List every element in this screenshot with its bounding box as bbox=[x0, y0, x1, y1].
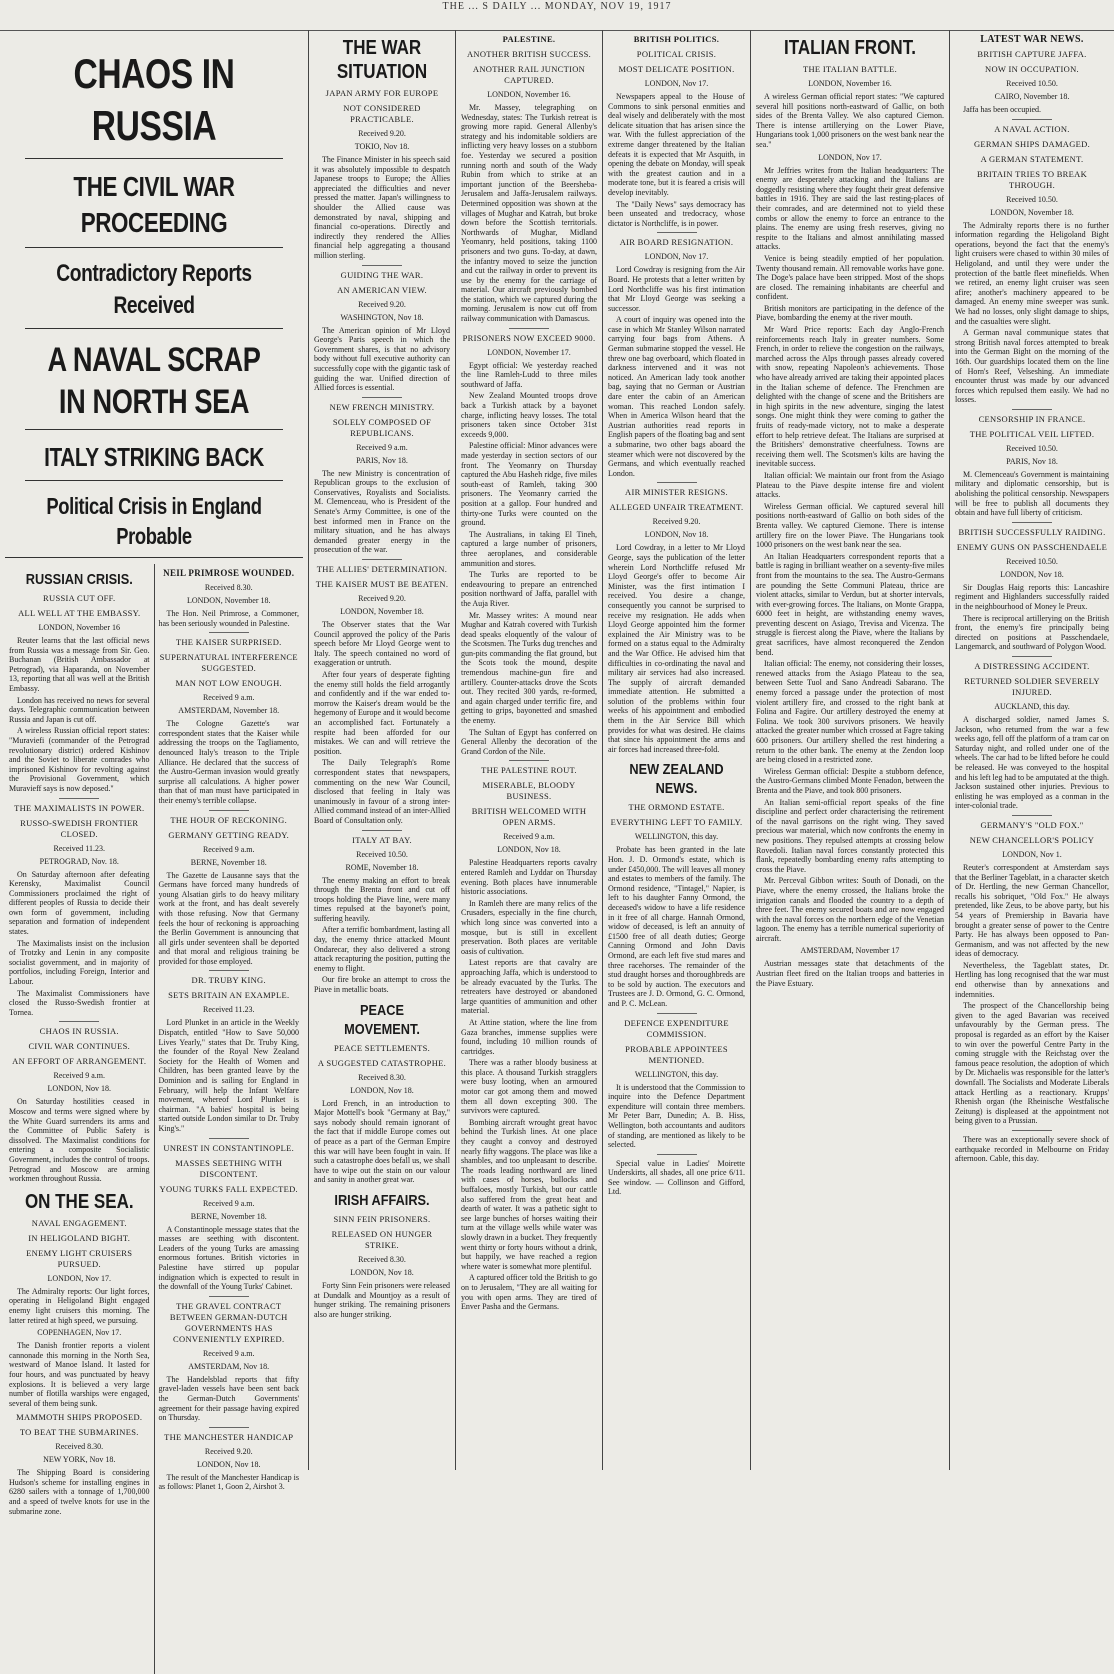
paragraph: The Gazette de Lausanne says that the Germans have forced many hundreds of young Alsatian girls to do heavy military work at the front, and has dealt severely with those refusing. Now that Germany feels the hour of reckoning is approaching the Berlin Government is announcing that all girls under seventeen shall be deported and that moral and religious training be provided for those employed. bbox=[158, 870, 299, 966]
dateline: PARIS, Nov 18. bbox=[356, 455, 408, 465]
subhead: AN AMERICAN VIEW. bbox=[337, 284, 427, 295]
subhead: ENEMY LIGHT CRUISERS PURSUED. bbox=[26, 1247, 133, 1269]
dateline: PETROGRAD, Nov. 18. bbox=[39, 856, 119, 866]
paragraph: The Shipping Board is considering Hudson's scheme for installing engines in 6280 sailers with a tonnage of 1,700,000 and a speed of twelve knots for use in the submarine zone. bbox=[9, 1468, 150, 1516]
paragraph: The Admiralty reports there is no further information regarding the Heligoland Bight operations, beyond the fact that the enemy's light cruisers were chased to within 30 miles of Heligoland, and until they were under the protection of the battle fleet minefields. When we retired, an enemy light cruiser was seen afire; another's machinery appeared to be damaged. An enemy mine sweeper was sunk. We had no losses, only slight damage to ships, and the casualties were slight. bbox=[955, 220, 1109, 326]
subhead: CIVIL WAR CONTINUES. bbox=[28, 1041, 131, 1052]
paragraph: There is reciprocal artillerying on the British front, the enemy's fire principally being directed on positions at Passchendaele, Langemarck, and southward of Polygon Wood. bbox=[955, 613, 1109, 652]
subhead: MOST DELICATE POSITION. bbox=[618, 64, 735, 74]
section-heading: PALESTINE. bbox=[502, 34, 556, 44]
dateline: LONDON, November 16 bbox=[38, 623, 121, 632]
subhead: AIR BOARD RESIGNATION. bbox=[619, 237, 734, 248]
paragraph: The Turks are reported to be endeavouring to prepare an entrenched position northward of Jaffa, parallel with the Auja River. bbox=[461, 570, 597, 608]
section-heading: RUSSIAN CRISIS. bbox=[25, 571, 133, 588]
dateline: LONDON, Nov 17. bbox=[644, 252, 709, 262]
latest-war-news-column bbox=[950, 30, 1114, 1470]
paragraph: Italian official: The enemy, not considering their losses, renewed attacks from the Asiago Plateau to the sea, between Sette Tuol and Sano Andreadi Sabarano. The enemy forced a passage under the protection of most violent artillery fire, and crossed to the right bank at Folina and Fagire. Our artillery destroyed the enemy at Folina. We took 300 survivors prisoners. We heavily attacked the greater number which crossed at Fagre taking 600 prisoners. Our artillery shelled the rest hindering a return to the other bank. The enemy at the Zendon loop are being closed in a restricted zone. bbox=[756, 659, 944, 765]
paragraph: On Saturday hostilities ceased in Moscow and terms were signed where by the White Guard surrenders its arms and the Committee of Public Safety is dissolved. The Maximalist conditions for entering a composite Socialistic Government, includes the control of troops. Petrograd and Moscow are arming workmen throughout Russia. bbox=[9, 1097, 150, 1184]
subhead: MASSES SEETHING WITH DISCONTENT. bbox=[175, 1157, 283, 1179]
paragraph: Lord Cowdray, in a letter to Mr Lloyd George, says the publication of the letter wherein Lord Northcliffe refused Mr Lloyd George's offer to become Air Minister, was the first intimation I received. You desire a change, consequently you cannot be surprised to receive my resignation. He adds when Lloyd George appointed him the former explained the Air Ministry was to be formed on a status equal to the Admiralty and the War Office. He advised him that difficulties in co-ordinating the naval and military air services had also increased. The supply of aircraft demanded immediate attention. He submitted a solution of the problems within four weeks of his appointment and embodied them in the Air Service Bill which provides for what was desired. He claims that since his appointment the arms and air forces had increased three-fold. bbox=[608, 543, 745, 754]
dateline: LONDON, November 18. bbox=[990, 207, 1074, 217]
headline-naval-scrap: A NAVAL SCRAP IN NORTH SEA bbox=[47, 341, 261, 421]
paragraph: Egypt official: We yesterday reached the line Ramleh-Ludd to three miles southward of Jaffa. bbox=[461, 360, 597, 389]
dateline: LONDON, Nov 17. bbox=[47, 1273, 112, 1283]
received-time: Received 9 a.m. bbox=[202, 1348, 255, 1358]
paragraph: Our fire broke an attempt to cross the Piave in metallic boats. bbox=[314, 975, 450, 995]
paragraph: A German naval communique states that strong British naval forces attempted to break into the German Bight on the morning of the 16th. Our guardships located them on the line of Horn's Reef, Velseshing. An immediate encounter thrust was made by our advanced forces which repulsed them easily. We had no losses. bbox=[955, 328, 1109, 405]
war-situation-column bbox=[309, 30, 455, 1470]
paragraph: A wireless Russian official report states: "Muraviefi (commander of the Petrograd revolutionary district) ordered Kishinov and the Soviet to liberate comrades who imprisoned Kishinov for revolting against the Provisional Government, which Muravieff says is now deposed." bbox=[9, 726, 150, 793]
paragraph: New Zealand Mounted troops drove back a Turkish attack by a bayonet charge, inflicting heavy losses. The total prisoners taken since October 31st exceeds 9,000. bbox=[461, 391, 597, 439]
paragraph: The "Daily News" says democracy has been unseated and tredocracy, whose dictator is Northcliffe, is in power. bbox=[608, 199, 745, 228]
advertisement: Special value in Ladies' Moirette Underskirts, all shades, all one price 6/11. See window. — Collinson and Gifford, Ltd. bbox=[608, 1158, 745, 1197]
subhead: THE MANCHESTER HANDICAP bbox=[164, 1431, 294, 1442]
subhead: ANOTHER BRITISH SUCCESS. bbox=[466, 49, 592, 59]
subhead: ANOTHER RAIL JUNCTION CAPTURED. bbox=[472, 64, 586, 85]
dateline: AMSTERDAM, November 18. bbox=[178, 706, 280, 716]
dateline: LONDON, Nov 17. bbox=[818, 152, 882, 162]
paragraph: The Maximalist Commissioners have closed the Russo-Swedish frontier at Tornea. bbox=[9, 988, 150, 1017]
subhead: GERMANY'S "OLD FOX." bbox=[980, 819, 1084, 830]
section-heading: PEACE MOVEMENT. bbox=[344, 1001, 420, 1038]
received-time: Received 9 a.m. bbox=[356, 442, 408, 452]
paragraph: Reuter's correspondent at Amsterdam says that the Berliner Tageblatt, in a character sketch of Dr. Hertling, the new German Chancellor, recalls his sobriquet, "Old Fox." He always pretended, like Zeus, to be above party, but his 54 years of Premiership in Bavaria have brought a greater sense of power to the Centre Party. He has always been opposed to Pan-Germanism, and was not affected by the new ideas of democracy. bbox=[955, 862, 1109, 959]
subhead: MAN NOT LOW ENOUGH. bbox=[175, 678, 282, 689]
dateline: WELLINGTON, this day. bbox=[634, 832, 719, 842]
primrose-column bbox=[154, 564, 303, 1674]
paragraph: There was an exceptionally severe shock of earthquake recorded in Melbourne on Friday afternoon. Cable, this day. bbox=[955, 1134, 1109, 1164]
dateline: NEW YORK, Nov 18. bbox=[43, 1455, 116, 1465]
subhead: GERMANY GETTING READY. bbox=[168, 829, 290, 840]
paragraph: Austrian messages state that detachments of the Austrian fleet fired on the Italian troops and batteries in the Piave Estuary. bbox=[756, 959, 944, 988]
subhead: DR. TRUBY KING. bbox=[191, 975, 266, 986]
paragraph: The Danish frontier reports a violent cannonade this morning in the North Sea, westward of Manoe Island. It lasted for four hours, and was punctuated by heavy explosions. It is believed a very large number of flotilla warships were engaged, several of them being sunk. bbox=[9, 1341, 150, 1408]
subhead: THE PALESTINE ROUT. bbox=[481, 765, 577, 776]
section-heading: NEW ZEALAND NEWS. bbox=[629, 761, 724, 798]
banner-headline: CHAOS IN RUSSIA bbox=[73, 50, 235, 149]
paragraph: It is understood that the Commission to inquire into the Defence Department expenditure will contain three members. Mr Peter Barr, Dunedin; A. B. Hiss, Wellington, both accountants and auditors of standing, are mentioned as likely to be selected. bbox=[608, 1082, 745, 1150]
subhead: A GERMAN STATEMENT. bbox=[980, 153, 1084, 164]
dateline: LONDON, Nov 18. bbox=[350, 1267, 414, 1277]
dateline: LONDON, November 16. bbox=[487, 90, 571, 99]
dateline: ROME, November 18. bbox=[345, 862, 419, 872]
paragraph: The prospect of the Chancellorship being given to the aged Bavarian was received unfavourably by the German press. The proposal is regarded as an effort by the Kaiser to win over the powerful Centre Party in the coming struggle with the Reichstag over the famous peace resolution, the adoption of which by Dr. Michaelis was responsible for the latter's downfall. The Socialists and Moderate Liberals attack Hertling as a reactionary. Krupps' Rhenish organ (the Rheinische Westfalische Zeitung) is displeased at the appointment not being given to a Prussian. bbox=[955, 1001, 1109, 1126]
palestine-column bbox=[456, 30, 602, 1470]
subhead: ITALY AT BAY. bbox=[352, 834, 412, 845]
paragraph: Mr Jeffries writes from the Italian headquarters: The enemy are desperately attacking and the Italians are doggedly resisting where they fought their great defensive battles in 1916. They are said the last resting-places of their comrades, and are determined not to yield these combs or allow the enemy to force an entrance to the plains. The enemy are using fresh reserves, giving no respite to the Italians and almost annihilating massed attacks. bbox=[756, 165, 944, 252]
paragraph: On Saturday afternoon after defeating Kerensky, Maximalist Council Commissioners proclaimed the right of different peoples of Russia to decide their own form of government, including separation and formation of independent states. bbox=[9, 869, 150, 937]
headline-contradictory: Contradictory Reports Received bbox=[56, 260, 252, 319]
subhead: PRISONERS NOW EXCEED 9000. bbox=[462, 332, 596, 343]
subhead: BRITAIN TRIES TO BREAK THROUGH. bbox=[976, 168, 1088, 190]
dateline: LONDON, Nov 18. bbox=[350, 1085, 414, 1095]
dateline: LONDON, Nov 18. bbox=[196, 1459, 261, 1469]
received-time: Received 10.50. bbox=[1006, 79, 1058, 88]
paragraph: Mr Ward Price reports: Each day Anglo-French reinforcements reach Italy in greater numbers. Some French, in order to relieve the congestion on the railways, marched across the Alps through passes already covered with snow, repeating Napoleon's achievements. Those who have already arrived are taking their appointed places in the Italian scheme of defence. The Frenchmen are delighted with the change of scene and the Britishers are in high spirits in the new adventure, singing the latest songs. One might think they were coming to gather the fruits of ready-made victory, not to make a desperate effort to help retrieve defeat. The Italians are surprised at the Britishers' demonstrative cheerfulness. Towns are receiving them well. The Scotsmen's kilts are having the inevitable success. bbox=[756, 325, 944, 469]
paragraph: London has received no news for several days. Telegraphic communication between Russia and Japan is cut off. bbox=[9, 695, 150, 724]
received-time: Received 11.23. bbox=[203, 1005, 255, 1015]
paragraph: A court of inquiry was opened into the case in which Mr Stanley Wilson narrated carrying four bags from Athens. A German submarine stopped the vessel. He threw one bag overboard, which floated in darkness intervened and it was not noticed. An American lady took another bag, saying that no German or Austrian dare enter the cabin of an American woman. This reached London safely. When in America Wilson heard that the Austrian authorities read reports in English papers of the floating bag and sent a submarine, two other bags aboard the steamer which were not discovered by the Germans, and which eventually reached London. bbox=[608, 315, 745, 478]
subhead: THE HOUR OF RECKONING. bbox=[170, 814, 288, 825]
paragraph: M. Clemenceau's Government is maintaining military and diplomatic censorship, but is abolishing the political censorship. Newspapers will be free to publish all documents they obtain and have full liberty of criticism. bbox=[955, 469, 1109, 518]
subhead: AN EFFORT OF ARRANGEMENT. bbox=[12, 1056, 147, 1067]
subhead: RUSSO-SWEDISH FRONTIER CLOSED. bbox=[20, 817, 139, 839]
dateline: TOKIO, Nov 18. bbox=[354, 142, 410, 151]
subhead: A DISTRESSING ACCIDENT. bbox=[974, 661, 1090, 671]
dateline: BERNE, November 18. bbox=[190, 857, 267, 867]
paragraph: British monitors are participating in the defence of the Piave, bombarding the enemy at the river mouth. bbox=[756, 303, 944, 323]
subhead: BRITISH SUCCESSFULLY RAIDING. bbox=[958, 526, 1106, 537]
subhead: PROBABLE APPOINTEES MENTIONED. bbox=[625, 1043, 728, 1065]
paragraph: The enemy making an effort to break through the Brenta front and cut off troops holding the Piave line, were many times repulsed at the bayonet's point, suffering heavily. bbox=[314, 875, 450, 923]
subhead: THE ORMOND ESTATE. bbox=[628, 802, 725, 813]
received-time: Received 8.30. bbox=[358, 1072, 406, 1082]
subhead: NEIL PRIMROSE WOUNDED. bbox=[163, 568, 295, 578]
subhead: MISERABLE, BLOODY BUSINESS. bbox=[482, 780, 576, 802]
subhead: MAMMOTH SHIPS PROPOSED. bbox=[16, 1412, 143, 1423]
paragraph: At Attine station, where the line from Gaza branches, immense supplies were found, including 10 million rounds of cartridges. bbox=[461, 1017, 597, 1056]
dateline: LONDON, Nov 18. bbox=[47, 1084, 112, 1094]
dateline: LONDON, Nov 18. bbox=[1000, 569, 1064, 579]
subhead: ENEMY GUNS ON PASSCHENDAELE bbox=[956, 541, 1108, 552]
received-time: Received 9 a.m. bbox=[53, 1071, 106, 1081]
paragraph: Jaffa has been occupied. bbox=[963, 105, 1042, 114]
dateline: PARIS, Nov 18. bbox=[1006, 456, 1058, 466]
subhead: RUSSIA CUT OFF. bbox=[43, 593, 116, 603]
received-time: Received 9 a.m. bbox=[503, 832, 555, 842]
section-heading: IRISH AFFAIRS. bbox=[334, 1191, 430, 1209]
paragraph: A discharged soldier, named James S. Jackson, who returned from the war a few weeks ago, fell off the platform of a tram car on Saturday night, and rolled under one of the wheels. The car had to be lifted before he could be released. He was conveyed to the hospital and his left leg had to be amputated at the thigh. Jackson sustained other injuries. Previous to enlisting he was employed as a conman in the inter-colonial trade. bbox=[955, 715, 1109, 811]
paragraph: Mr. Perceval Gibbon writes: South of Donadi, on the Piave, where the enemy crossed, the Italians broke the irrigation canals and flooded the country to a depth of three feet. The enemy secured boats and are now engaged with the naval forces on the northern edge of the Venetian lagoon. The enemy has a terrible numerical superiority of aircraft. bbox=[756, 876, 944, 943]
subhead: SOLELY COMPOSED OF REPUBLICANS. bbox=[332, 416, 432, 438]
subhead: THE ALLIES' DETERMINATION. bbox=[316, 564, 448, 575]
subhead: SETS BRITAIN AN EXAMPLE. bbox=[168, 990, 290, 1001]
subhead: GERMAN SHIPS DAMAGED. bbox=[973, 138, 1091, 149]
dateline: AMSTERDAM, November 17 bbox=[800, 946, 900, 956]
paragraph: Venice is being steadily emptied of her population. Twenty thousand remain. All removable works have gone. The Doge's palace have been stripped. Most of the shops are closed. The remaining inhabitants are cheerful and confident. bbox=[756, 253, 944, 302]
paragraph: In Ramleh there are many relics of the Crusaders, especially in the fine church, which long since was converted into a mosque, but is still in excellent preservation. Both places are veritable oasis of cultivation. bbox=[461, 898, 597, 956]
subhead: SINN FEIN PRISONERS. bbox=[333, 1213, 431, 1224]
subhead: ALLEGED UNFAIR TREATMENT. bbox=[609, 502, 744, 513]
subhead: THE ITALIAN BATTLE. bbox=[802, 64, 897, 74]
subhead: NEW CHANCELLOR'S POLICY bbox=[969, 834, 1095, 845]
dateline: LONDON, Nov 17. bbox=[644, 79, 709, 88]
subhead: THE KAISER SURPRISED. bbox=[175, 637, 282, 648]
dateline: LONDON, November 18. bbox=[186, 596, 271, 605]
subhead: A NAVAL ACTION. bbox=[994, 123, 1070, 134]
subhead: GUIDING THE WAR. bbox=[340, 269, 424, 280]
british-politics-column bbox=[603, 30, 750, 1470]
dateline: LONDON, November 16. bbox=[808, 79, 892, 88]
subhead: EVERYTHING LEFT TO FAMILY. bbox=[610, 817, 743, 828]
paragraph: A wireless German official report states: "We captured several hill positions north-eastward of Gallic, on both sides of the Brenta Valley. We also captured Ciemon. There is intense artillerying on the Lower Piave, Hungarians took 1,000 prisoners on the west bank near the sea." bbox=[756, 92, 944, 149]
dateline: BERNE, November 18. bbox=[190, 1211, 267, 1221]
front-column bbox=[0, 30, 308, 1516]
paragraph: Palestine official: Minor advances were made yesterday in section sectors of our front. The Yeomanry on Thursday captured the Abu Hasheh ridge, five miles south-east of Ramleh, taking 300 prisoners. The Yeomanry carried the position at a gallop. Four hundred and thirty-one Turks were counted on the ground. bbox=[461, 441, 597, 528]
received-time: Received 9.20. bbox=[652, 517, 701, 527]
paragraph: The Hon. Neil Primrose, a Commoner, has been seriously wounded in Palestine. bbox=[158, 609, 299, 628]
paragraph: The Observer states that the War Council approved the policy of the Paris speech before Mr Lloyd George went to Italy. The speech contained no word of exaggeration or untruth. bbox=[314, 620, 450, 668]
dateline: CAIRO, November 18. bbox=[994, 92, 1070, 101]
russian-crisis-column bbox=[5, 564, 154, 1674]
paragraph: Italian official: We maintain our front from the Asiago Plateau to the Piave despite intense fire and violent attacks. bbox=[756, 470, 944, 500]
paragraph: The American opinion of Mr Lloyd George's Paris speech in which the Government shares, is that no advisory body without full executive authority can successfully cope with the gigantic task of guiding the war. Unified direction of Allied forces is essential. bbox=[314, 325, 450, 393]
paragraph: Mr. Massey, telegraphing on Wednesday, states: The Turkish retreat is growing more rapid. General Allenby's strategy and his indomitable soldiers are inflicting very heavy losses on a stubborn foe. Yesterday we secured a position running north and south of the Wady Rubin from which to strike at an important junction of the Beersheba-Jerusalem and Jaffa-Jerusalem railways. Determined opposition was shown at the villages of Mughar and Katrah, but broke down before the Scottish territorials. Northwards of Mughar, Midland Yeomanry, held positions, taking 1100 prisoners and two guns. To-day, at dawn, the infantry moved to seize the junction and cut the railway in order to prevent its use by the enemy for the carriage of material. Our aircraft previously bombed the station, which we captured during the morning. Jerusalem is now cut off from railway communication with Damascus. bbox=[461, 103, 597, 324]
received-time: Received 10.50. bbox=[356, 849, 408, 859]
subhead: POLITICAL CRISIS. bbox=[636, 49, 717, 59]
subhead: THE MAXIMALISTS IN POWER. bbox=[14, 802, 145, 813]
paragraph: The result of the Manchester Handicap is as follows: Planet 1, Goon 2, Airshot 3. bbox=[158, 1472, 299, 1492]
paragraph: The Sultan of Egypt has conferred on General Allenby the decoration of the Grand Cordon of the Nile. bbox=[461, 727, 597, 756]
paragraph: Lord French, in an introduction to Major Mottell's book "Germany at Bay," says nobody should remain ignorant of the fact that if middle Europe comes out of peace as a part of the German Empire this war will have been fought in vain. If such a catastrophe does befall us, we shall have to wipe out the stain on our valour and sanity in another great war. bbox=[314, 1098, 450, 1185]
paragraph: The Maximalists insist on the inclusion of Trotzky and Lenin in any composite socialist government, and in majority of portfolios, including Foreign, Interior and Labour. bbox=[9, 938, 150, 987]
paragraph: Wireless German official: Despite a stubborn defence, the Austro-Germans climbed Monte Fenadon, between the Brenta and the Piave, and took 800 prisoners. bbox=[756, 766, 944, 795]
subhead: THE POLITICAL VEIL LIFTED. bbox=[969, 428, 1095, 439]
paragraph: A Constantinople message states that the masses are seething with discontent. Leaders of the young Turks are amassing enormous fortunes. British victories in Palestine have stirred up popular indignation which is expected to result in the downfall of the Young Turks' Cabinet. bbox=[158, 1224, 299, 1292]
received-time: Received 11.23. bbox=[53, 843, 105, 853]
headline-political-crisis: Political Crisis in England Probable bbox=[46, 493, 262, 549]
headline-civil-war: THE CIVIL WAR PROCEEDING bbox=[73, 171, 235, 238]
section-heading: ON THE SEA. bbox=[24, 1190, 134, 1213]
received-time: Received 8.30. bbox=[358, 1254, 406, 1264]
subhead: SUPERNATURAL INTERFERENCE SUGGESTED. bbox=[159, 652, 298, 674]
section-heading: THE WAR SITUATION bbox=[336, 37, 428, 83]
paragraph: The Cologne Gazette's war correspondent states that the Kaiser while addressing the troops on the Tagliamento, denounced Italy's treason to the Triple Alliance. He declared that the success of the Austro-German invasion would greatly surprise all calculations. A higher power than that of man must have participated in their enemy's terrible collapse. bbox=[158, 719, 299, 805]
paragraph: The Handelsblad reports that fifty gravel-laden vessels have been sent back the German-Dutch Governments' agreement for their passage having expired on Thursday. bbox=[158, 1374, 299, 1423]
subhead: NOT CONSIDERED PRACTICABLE. bbox=[343, 103, 421, 124]
received-time: Received 9 a.m. bbox=[202, 844, 255, 854]
received-time: Received 9.20. bbox=[204, 1446, 253, 1456]
subhead: NAVAL ENGAGEMENT. bbox=[31, 1217, 127, 1228]
subhead: PEACE SETTLEMENTS. bbox=[333, 1042, 431, 1053]
paragraph: Bombing aircraft wrought great havoc behind the Turkish lines. At one place they caught a convoy and destroyed nearly fifty waggons. The place was like a shambles, and too unpleasant to describe. The roads leading northward are lined with cases of horses, bullocks and buffaloes, mostly Turkish, but our cattle also suffered from the great heat and dearth of water. It was a pathetic sight to see large bunches of horses waiting their turn at the village wells while water was slowly drawn in a bucket. They frequently went thirty or forty hours without a drink, but happily, we have reached a region where water is somewhat more plentiful. bbox=[461, 1117, 597, 1271]
received-time: Received 9 a.m. bbox=[202, 1198, 255, 1208]
paragraph: Mr. Massey writes: A mound near Mughar and Katrah covered with Turkish dead speaks eloquently of the valour of the Scotsmen. The Turks dug trenches and gun-pits commanding the flat ground, but the Scots took the mound, despite tremendous machine-gun fire and artillery. Counter-attacks drove the Scots out. They recited 300 yards, re-formed, and again charged under terrific fire, and getting to grips, bayonetted and smashed the enemy. bbox=[461, 610, 597, 726]
paragraph: Newspapers appeal to the House of Commons to sink personal enmities and deal wisely and deliberately with the most delicate situation that has arisen since the war. With the fullest appreciation of the extreme danger threatened by the Italian defeats it is expected that Mr Asquith, in opening the debate on Monday, will speak with the greatest caution and in a moderate tone, but it is feared a crisis will develop inevitably. bbox=[608, 92, 745, 197]
received-time: Received 10.50. bbox=[1006, 556, 1058, 566]
dateline: COPENHAGEN, Nov 17. bbox=[37, 1328, 122, 1338]
subhead: JAPAN ARMY FOR EUROPE bbox=[325, 88, 439, 98]
paragraph: The Australians, in taking El Tineh, captured a large number of prisoners, three aeroplanes, and considerable ammunition and stores. bbox=[461, 529, 597, 568]
dateline: WELLINGTON, this day. bbox=[634, 1069, 719, 1079]
subhead: RETURNED SOLDIER SEVERELY INJURED. bbox=[964, 676, 1100, 697]
paragraph: An Italian semi-official report speaks of the fine discipline and perfect order characterising the retirement of the naval garrisons on the right wing. They saved precious war material, which now confronts the enemy in new positions. They repulsed attempts at crossing below Rovedoli. Italian naval forces constantly protected this flank, repeatedly bombarding enemy rafts attempting to cross the Piave. bbox=[756, 797, 944, 874]
paragraph: A captured officer told the British to go on to Jerusalem, "They are all waiting for you with open arms. They are tired of Enver Pasha and the Germans. bbox=[461, 1273, 597, 1312]
subhead: CENSORSHIP IN FRANCE. bbox=[978, 413, 1086, 424]
section-heading: ITALIAN FRONT. bbox=[784, 37, 916, 59]
dateline: LONDON, November 18. bbox=[340, 607, 424, 617]
received-time: Received 9.20. bbox=[358, 129, 406, 138]
paragraph: Lord Plunket in an article in the Weekly Dispatch, entitled "How to Save 50,000 Lives Yearly," states that Dr. Truby King, the founder of the Royal New Zealand Society for the Health of Women and Children, has been granted leave by the Dominion and is sailing for England in February, will help the Infant Welfare movement, whereof Lord Plunket is chairman. "A babies' hospital is being started outside London similar to Dr. Truby King's." bbox=[158, 1018, 299, 1133]
subhead: BRITISH CAPTURE JAFFA. bbox=[977, 49, 1087, 59]
subhead: THE KAISER MUST BE BEATEN. bbox=[315, 579, 449, 590]
subhead: ALL WELL AT THE EMBASSY. bbox=[18, 608, 141, 618]
subhead: NOW IN OCCUPATION. bbox=[985, 64, 1079, 74]
dateline: LONDON, November 17. bbox=[487, 347, 571, 357]
paragraph: There was a rather bloody business at this place. A thousand Turkish stragglers were busy looting, when an armoured motor car got among them and mowed them all down excepting 300. The survivors were captured. bbox=[461, 1058, 597, 1116]
dateline: LONDON, Nov 18. bbox=[644, 530, 709, 540]
paragraph: Palestine Headquarters reports cavalry entered Ramleh and Lyddar on Thursday evening. Both places have innumerable historic associations. bbox=[461, 858, 597, 897]
subhead: YOUNG TURKS FALL EXPECTED. bbox=[159, 1183, 298, 1194]
dateline: AUCKLAND, this day. bbox=[994, 702, 1070, 711]
paragraph: Latest reports are that cavalry are approaching Jaffa, which is understood to be already evacuated by the Turks. The retreaters have destroyed or abandoned large quantities of ammunition and other material. bbox=[461, 958, 597, 1016]
subhead: BRITISH WELCOMED WITH OPEN ARMS. bbox=[471, 806, 587, 828]
received-time: Received 8.30. bbox=[55, 1442, 104, 1452]
received-time: Received 10.50. bbox=[1006, 443, 1058, 453]
subhead: TO BEAT THE SUBMARINES. bbox=[19, 1427, 139, 1438]
paragraph: Sir Douglas Haig reports this: Lancashire regiment and Highlanders successfully raided in the neighbourhood of Money le Preux. bbox=[955, 582, 1109, 612]
paragraph: The Daily Telegraph's Rome correspondent states that newspapers, commenting on the new War Council, disclosed that feeling in Italy was unanimously in favour of a strong inter-Allied command instead of an inter-Allied Board of Consultation only. bbox=[314, 758, 450, 825]
paragraph: Reuter learns that the last official news from Russia was a message from Sir. Geo. Buchanan (British Ambassador at Petrograd), via Haparanda, on November 13, reporting that all was well at the British Embassy. bbox=[9, 636, 150, 693]
headline-italy: ITALY STRIKING BACK bbox=[44, 442, 264, 472]
subhead: IN HELIGOLAND BIGHT. bbox=[28, 1232, 131, 1243]
paragraph: The Admiralty reports: Our light forces, operating in Heligoland Bight engaged enemy light cruisers this morning. The latter retired at high speed, we pursuing. bbox=[9, 1286, 150, 1325]
dateline: LONDON, Nov 1. bbox=[1002, 849, 1062, 859]
paragraph: An Italian Headquarters correspondent reports that a battle is raging in brilliant weather on a seventy-five miles front from the mountains to the sea. The Austro-Germans are pounding the Sette Communi Plateau, thrice are violent attacks, similar to Verdun, but at shorter intervals, with ever-growing forces. The Italians, on Monte Grappa, 6000 feet in height, are withstanding enemy waves, preventing descent on Asiago, Trevisa and Vicenza. The struggle is fiercest along the Piave, where the Italians by great sacrifices, have almost reconquered the Zendon bend. bbox=[756, 551, 944, 657]
section-heading: BRITISH POLITICS. bbox=[633, 34, 720, 44]
paragraph: Nevertheless, the Tageblatt states, Dr. Hertling has long recognised that the war must end otherwise than by annexations and indemnities. bbox=[955, 960, 1109, 999]
paragraph: Probate has been granted in the late Hon. J. D. Ormond's estate, which is under £450,000. The will leaves all money and estates to members of the family. The Ormond residence, "Tintagel," Napier, is left to his daughter Fanny Ormond, the deceased's widow to have a life residence in it free of all charge. Hannah Ormond, widow of deceased, is left an annuity of £1500 free of all death duties; George Canning Ormond and John Davis Ormond, are each left five stud mares and three racehorses. The remainder of the stud draught horses and thoroughbreds are to be sold by auction. The executors and Trustees are J. D. Ormond, G. C. Ormond, and P. C. McLean. bbox=[608, 845, 745, 1008]
received-time: Received 10.50. bbox=[1006, 194, 1058, 204]
paragraph: After four years of desperate fighting the enemy still holds the field arrogantly and confidently and if the war ended to-morrow the Kaiser's dream would be the hegemony of Europe and it would become an accomplished fact. Fortunately a respite had been afforded for our mistakes. We can and will retrieve the position. bbox=[314, 670, 450, 756]
paragraph: The new Ministry is concentration of Republican groups to the exclusion of Conservatives, Royalists and Socialists. M. Clemenceau, who is President of the Senate's Army Committee, is one of the best informed men in France on the military situation, and he has always demanded greater energy in the prosecution of the war. bbox=[314, 468, 450, 555]
subhead: NEW FRENCH MINISTRY. bbox=[329, 401, 435, 412]
paragraph: Forty Sinn Fein prisoners were released at Dundalk and Mountjoy as a result of hunger striking. The remaining prisoners also are hunger striking. bbox=[314, 1280, 450, 1319]
subhead: A SUGGESTED CATASTROPHE. bbox=[317, 1057, 447, 1068]
paragraph: The Finance Minister in his speech said it was absolutely impossible to despatch Japanese troops to Europe; the Allies appreciated the difficulties and never pressed the matter. Japan's willingness to shoulder the Allied cause was demonstrated by naval, shipping and financial co-operations. Directly and indirectly they rendered the Allies financial help aggregating a thousand million sterling. bbox=[314, 155, 450, 260]
subhead: THE GRAVEL CONTRACT BETWEEN GERMAN-DUTCH GOVERNMENTS HAS CONVENIENTLY EXPIRED. bbox=[169, 1300, 288, 1344]
subhead: CHAOS IN RUSSIA. bbox=[39, 1026, 119, 1037]
received-time: Received 9.20. bbox=[358, 594, 406, 604]
dateline: WASHINGTON, Nov 18. bbox=[340, 312, 424, 322]
received-time: Received 8.30. bbox=[204, 583, 253, 592]
paragraph: Lord Cowdray is resigning from the Air Board. He protests that a letter written by Lord Northcliffe was his first intimation that Mr Lloyd George was seeking a successor. bbox=[608, 265, 745, 313]
subhead: RELEASED ON HUNGER STRIKE. bbox=[331, 1228, 433, 1250]
paragraph: After a terrific bombardment, lasting all day, the enemy thrice attacked Mount Ondarecar, they also delivered a strong attack recapturing the position, putting the enemy to flight. bbox=[314, 925, 450, 973]
subhead: AIR MINISTER RESIGNS. bbox=[625, 487, 728, 498]
dateline: AMSTERDAM, Nov 18. bbox=[188, 1361, 270, 1371]
paragraph: Wireless German official. We captured several hill positions north-eastward of Gallio on both sides of the Brenta valley. We captured Ciemone. There is intense artillery fire on the lower Piave. The Hungarians took 1000 prisoners on the west bank near the sea. bbox=[756, 501, 944, 550]
received-time: Received 9 a.m. bbox=[202, 693, 255, 703]
italian-front-column bbox=[751, 30, 949, 1470]
masthead: THE ... S DAILY ... MONDAY, NOV 19, 1917 bbox=[0, 0, 1114, 31]
subhead: DEFENCE EXPENDITURE COMMISSION. bbox=[624, 1017, 729, 1039]
received-time: Received 9.20. bbox=[358, 299, 406, 309]
subhead: UNREST IN CONSTANTINOPLE. bbox=[163, 1142, 295, 1153]
dateline: LONDON, Nov 18. bbox=[497, 845, 561, 855]
section-heading: LATEST WAR NEWS. bbox=[980, 34, 1084, 45]
